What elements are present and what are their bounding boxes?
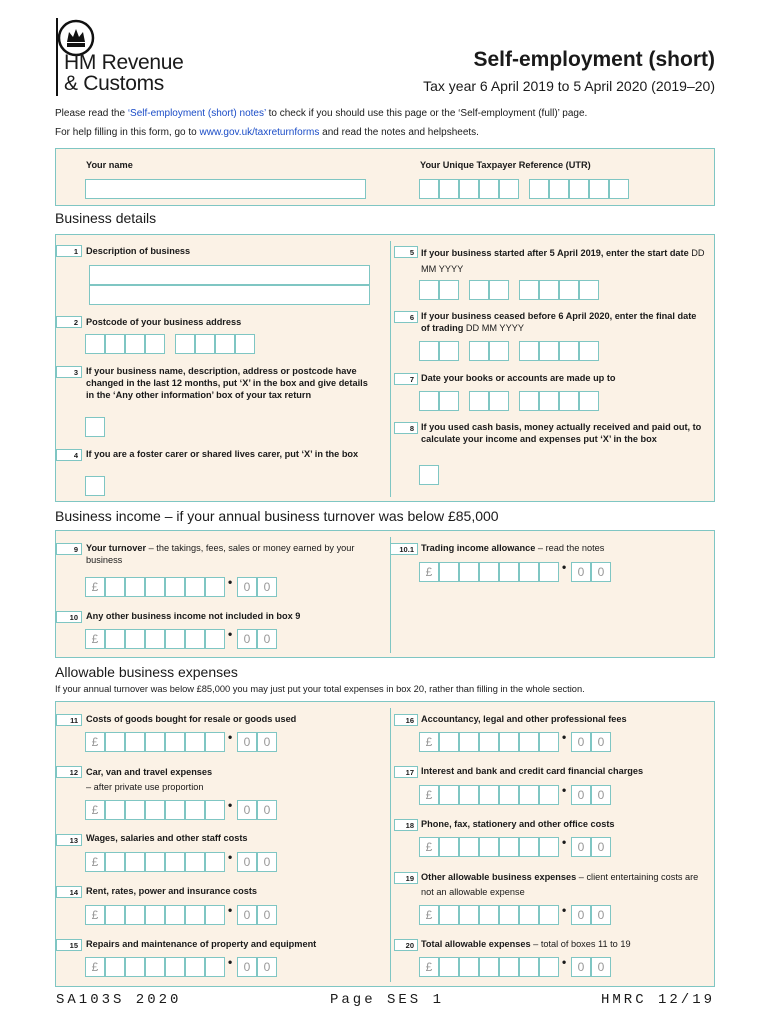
business-income-panel: [55, 530, 715, 658]
page-title: Self-employment (short): [473, 48, 715, 71]
money-digit[interactable]: [439, 562, 459, 582]
utr-digit[interactable]: [529, 179, 549, 199]
box-17-number: 17: [394, 766, 418, 778]
money-digit[interactable]: [539, 732, 559, 752]
money-digit[interactable]: [519, 837, 539, 857]
end-date-digit[interactable]: [469, 341, 489, 361]
money-digit[interactable]: [539, 785, 559, 805]
end-date-digit[interactable]: [419, 341, 439, 361]
pence-zero: 0: [591, 562, 611, 582]
start-date-digit[interactable]: [439, 280, 459, 300]
box-11-label: Costs of goods bought for resale or goods used: [86, 714, 297, 724]
pound-sign-box[interactable]: £: [85, 732, 105, 752]
box-3-number: 3: [56, 366, 82, 378]
org-line-2: & Customs: [64, 72, 164, 95]
money-digit[interactable]: [479, 785, 499, 805]
utr-digit[interactable]: [609, 179, 629, 199]
money-digit[interactable]: [479, 957, 499, 977]
end-date-digit[interactable]: [519, 341, 539, 361]
box-6-label: If your business ceased before 6 April 2020, enter the final date of trading DD MM YYYY: [421, 311, 697, 333]
money-digit[interactable]: [205, 905, 225, 925]
money-digit[interactable]: [145, 800, 165, 820]
money-digit[interactable]: [165, 957, 185, 977]
money-digit[interactable]: [205, 800, 225, 820]
money-digit[interactable]: [125, 905, 145, 925]
box-3-label: If your business name, description, address or postcode have changed in the last 12 months, put ‘X’ in the box and give details in the ‘Any other information’ box of your tax return: [86, 366, 368, 400]
money-digit[interactable]: [519, 785, 539, 805]
box-10-1-number: 10.1: [390, 543, 418, 555]
pence-zero: 0: [237, 800, 257, 820]
postcode-digit[interactable]: [175, 334, 195, 354]
notes-link[interactable]: ‘Self-employment (short) notes’: [127, 108, 266, 119]
postcode-digit[interactable]: [195, 334, 215, 354]
box-8-number: 8: [394, 422, 418, 434]
end-date-digit[interactable]: [579, 341, 599, 361]
money-digit[interactable]: [125, 629, 145, 649]
money-digit[interactable]: [165, 852, 185, 872]
form-code: SA103S 2020: [56, 992, 182, 1008]
decimal-point: •: [228, 850, 233, 864]
money-digit[interactable]: [125, 852, 145, 872]
box-19-label: Other allowable business expenses – client entertaining costs are not an allowable expense: [421, 872, 699, 897]
allowable-expenses-panel: [55, 701, 715, 987]
money-digit[interactable]: [185, 732, 205, 752]
money-digit[interactable]: [439, 957, 459, 977]
box-13-label: Wages, salaries and other staff costs: [86, 833, 248, 843]
pence-zero: 0: [237, 629, 257, 649]
pence-zero: 0: [237, 905, 257, 925]
money-digit[interactable]: [499, 785, 519, 805]
money-digit[interactable]: [185, 629, 205, 649]
box-14-label: Rent, rates, power and insurance costs: [86, 886, 258, 896]
decimal-point: •: [228, 575, 233, 589]
name-field[interactable]: [85, 179, 366, 199]
start-date-digit[interactable]: [519, 280, 539, 300]
end-date-digit[interactable]: [539, 341, 559, 361]
pound-sign-box[interactable]: £: [85, 629, 105, 649]
description-line-1[interactable]: [89, 265, 370, 285]
money-digit[interactable]: [165, 629, 185, 649]
money-digit[interactable]: [105, 852, 125, 872]
pence-zero: 0: [571, 785, 591, 805]
decimal-point: •: [228, 903, 233, 917]
pence-zero: 0: [571, 562, 591, 582]
pence-zero: 0: [571, 837, 591, 857]
box-20-label: Total allowable expenses – total of boxes 11 to 19: [421, 939, 631, 949]
box-2-label: Postcode of your business address: [86, 317, 242, 327]
pound-sign-box[interactable]: £: [419, 837, 439, 857]
pound-sign-box[interactable]: £: [85, 905, 105, 925]
intro-text: and read the notes and helpsheets.: [319, 127, 479, 138]
money-digit[interactable]: [205, 852, 225, 872]
pence-zero: 0: [257, 629, 277, 649]
org-line-1: HM Revenue: [64, 51, 184, 74]
postcode-digit[interactable]: [215, 334, 235, 354]
decimal-point: •: [562, 560, 567, 574]
money-digit[interactable]: [145, 577, 165, 597]
accounts-date-digit[interactable]: [469, 391, 489, 411]
business-income-heading: Business income – if your annual business turnover was below £85,000: [55, 508, 499, 524]
intro-line-1: [55, 108, 587, 119]
money-digit[interactable]: [519, 957, 539, 977]
hmrc-version: HMRC 12/19: [600, 992, 715, 1008]
pence-zero: 0: [237, 852, 257, 872]
money-digit[interactable]: [479, 837, 499, 857]
hmrc-logo-text: [64, 52, 184, 94]
decimal-point: •: [562, 903, 567, 917]
decimal-point: •: [228, 798, 233, 812]
utr-label: Your Unique Taxpayer Reference (UTR): [420, 160, 591, 170]
pence-zero: 0: [257, 905, 277, 925]
box-15-label: Repairs and maintenance of property and equipment: [86, 939, 317, 949]
utr-digit[interactable]: [569, 179, 589, 199]
money-digit[interactable]: [185, 800, 205, 820]
box-4-label: If you are a foster carer or shared lives carer, put ‘X’ in the box: [86, 449, 359, 459]
money-digit[interactable]: [439, 905, 459, 925]
box-18-number: 18: [394, 819, 418, 831]
box-13-number: 13: [56, 834, 82, 846]
accounts-date-digit[interactable]: [519, 391, 539, 411]
pence-zero: 0: [237, 732, 257, 752]
money-digit[interactable]: [479, 905, 499, 925]
box-8-checkbox[interactable]: [419, 465, 439, 485]
money-digit[interactable]: [185, 577, 205, 597]
pence-zero: 0: [591, 732, 611, 752]
money-digit[interactable]: [499, 837, 519, 857]
money-digit[interactable]: [539, 905, 559, 925]
pence-zero: 0: [237, 957, 257, 977]
start-date-digit[interactable]: [489, 280, 509, 300]
end-date-digit[interactable]: [439, 341, 459, 361]
pound-sign-box[interactable]: £: [419, 732, 439, 752]
start-date-digit[interactable]: [539, 280, 559, 300]
money-digit[interactable]: [479, 732, 499, 752]
money-digit[interactable]: [519, 732, 539, 752]
pence-zero: 0: [591, 957, 611, 977]
money-digit[interactable]: [205, 732, 225, 752]
money-digit[interactable]: [519, 562, 539, 582]
money-digit[interactable]: [499, 562, 519, 582]
money-digit[interactable]: [519, 905, 539, 925]
money-digit[interactable]: [499, 957, 519, 977]
utr-digit[interactable]: [459, 179, 479, 199]
pound-sign-box[interactable]: £: [85, 957, 105, 977]
decimal-point: •: [228, 730, 233, 744]
money-digit[interactable]: [499, 732, 519, 752]
money-digit[interactable]: [125, 732, 145, 752]
money-digit[interactable]: [459, 562, 479, 582]
business-details-heading: Business details: [55, 210, 157, 226]
money-digit[interactable]: [499, 905, 519, 925]
money-digit[interactable]: [459, 957, 479, 977]
description-line-2[interactable]: [89, 285, 370, 305]
allowable-expenses-heading: Allowable business expenses: [55, 664, 238, 680]
box-7-label: Date your books or accounts are made up to: [421, 373, 616, 383]
expenses-intro: If your annual turnover was below £85,000 you may just put your total expenses in box 20, rather than filling in the whole section.: [55, 684, 585, 694]
money-digit[interactable]: [539, 957, 559, 977]
money-digit[interactable]: [439, 837, 459, 857]
pence-zero: 0: [591, 905, 611, 925]
money-digit[interactable]: [105, 577, 125, 597]
pound-sign-box[interactable]: £: [419, 562, 439, 582]
money-digit[interactable]: [459, 732, 479, 752]
box-10-1-label: Trading income allowance – read the notes: [421, 543, 605, 553]
box-20-number: 20: [394, 939, 418, 951]
money-digit[interactable]: [145, 905, 165, 925]
money-digit[interactable]: [459, 785, 479, 805]
box-7-number: 7: [394, 373, 418, 385]
money-digit[interactable]: [125, 800, 145, 820]
box-8-label: If you used cash basis, money actually received and paid out, to calculate your income and expenses put ‘X’ in the box: [421, 422, 702, 444]
accounts-date-digit[interactable]: [539, 391, 559, 411]
utr-digit[interactable]: [479, 179, 499, 199]
start-date-digit[interactable]: [559, 280, 579, 300]
pence-zero: 0: [257, 577, 277, 597]
start-date-digit[interactable]: [469, 280, 489, 300]
money-digit[interactable]: [165, 732, 185, 752]
decimal-point: •: [228, 955, 233, 969]
tax-year: Tax year 6 April 2019 to 5 April 2020 (2019–20): [423, 78, 715, 94]
money-digit[interactable]: [185, 852, 205, 872]
pound-sign-box[interactable]: £: [85, 800, 105, 820]
pence-zero: 0: [257, 732, 277, 752]
pence-zero: 0: [237, 577, 257, 597]
money-digit[interactable]: [105, 957, 125, 977]
pound-sign-box[interactable]: £: [85, 852, 105, 872]
money-digit[interactable]: [185, 957, 205, 977]
postcode-digit[interactable]: [105, 334, 125, 354]
money-digit[interactable]: [205, 577, 225, 597]
money-digit[interactable]: [439, 785, 459, 805]
money-digit[interactable]: [165, 800, 185, 820]
postcode-digit[interactable]: [145, 334, 165, 354]
pence-zero: 0: [571, 957, 591, 977]
box-10-number: 10: [56, 611, 82, 623]
money-digit[interactable]: [145, 732, 165, 752]
box-10-label: Any other business income not included in box 9: [86, 611, 301, 621]
money-digit[interactable]: [539, 837, 559, 857]
end-date-digit[interactable]: [559, 341, 579, 361]
money-digit[interactable]: [105, 800, 125, 820]
start-date-digit[interactable]: [579, 280, 599, 300]
money-digit[interactable]: [105, 629, 125, 649]
money-digit[interactable]: [145, 852, 165, 872]
utr-digit[interactable]: [419, 179, 439, 199]
decimal-point: •: [562, 835, 567, 849]
gov-link[interactable]: www.gov.uk/taxreturnforms: [199, 127, 320, 138]
accounts-date-digit[interactable]: [559, 391, 579, 411]
column-divider: [390, 708, 391, 982]
pence-zero: 0: [257, 957, 277, 977]
box-11-number: 11: [56, 714, 82, 726]
start-date-digit[interactable]: [419, 280, 439, 300]
money-digit[interactable]: [539, 562, 559, 582]
business-details-panel: [55, 234, 715, 502]
postcode-digit[interactable]: [85, 334, 105, 354]
money-digit[interactable]: [105, 905, 125, 925]
pound-sign-box[interactable]: £: [419, 905, 439, 925]
pound-sign-box[interactable]: £: [419, 957, 439, 977]
accounts-date-digit[interactable]: [489, 391, 509, 411]
pound-sign-box[interactable]: £: [85, 577, 105, 597]
utr-digit[interactable]: [499, 179, 519, 199]
box-17-label: Interest and bank and credit card financial charges: [421, 766, 644, 776]
box-18-label: Phone, fax, stationery and other office costs: [421, 819, 615, 829]
name-label: Your name: [86, 160, 133, 170]
accounts-date-digit[interactable]: [579, 391, 599, 411]
money-digit[interactable]: [439, 732, 459, 752]
box-6-number: 6: [394, 311, 418, 323]
utr-digit[interactable]: [589, 179, 609, 199]
pence-zero: 0: [591, 785, 611, 805]
intro-text: to check if you should use this page or the ‘Self-employment (full)’ page.: [265, 108, 588, 119]
pence-zero: 0: [571, 905, 591, 925]
money-digit[interactable]: [479, 562, 499, 582]
accounts-date-digit[interactable]: [419, 391, 439, 411]
box-1-number: 1: [56, 245, 82, 257]
money-digit[interactable]: [165, 577, 185, 597]
box-9-number: 9: [56, 543, 82, 555]
box-4-checkbox[interactable]: [85, 476, 105, 496]
pound-sign-box[interactable]: £: [419, 785, 439, 805]
box-14-number: 14: [56, 886, 82, 898]
box-16-label: Accountancy, legal and other professional fees: [421, 714, 627, 724]
postcode-digit[interactable]: [125, 334, 145, 354]
intro-text: For help filling in this form, go to: [55, 127, 200, 138]
box-4-number: 4: [56, 449, 82, 461]
box-2-number: 2: [56, 316, 82, 328]
money-digit[interactable]: [205, 629, 225, 649]
money-digit[interactable]: [459, 905, 479, 925]
pence-zero: 0: [257, 852, 277, 872]
pence-zero: 0: [571, 732, 591, 752]
box-12-label: Car, van and travel expenses – after private use proportion: [86, 767, 213, 792]
box-19-number: 19: [394, 872, 418, 884]
decimal-point: •: [562, 730, 567, 744]
money-digit[interactable]: [459, 837, 479, 857]
box-3-checkbox[interactable]: [85, 417, 105, 437]
money-digit[interactable]: [105, 732, 125, 752]
money-digit[interactable]: [125, 577, 145, 597]
box-15-number: 15: [56, 939, 82, 951]
money-digit[interactable]: [125, 957, 145, 977]
decimal-point: •: [562, 955, 567, 969]
box-1-label: Description of business: [86, 246, 191, 256]
box-9-label: Your turnover – the takings, fees, sales or money earned by your business: [86, 543, 355, 565]
box-5-label: If your business started after 5 April 2019, enter the start date DD MM YYYY: [421, 248, 705, 274]
money-digit[interactable]: [205, 957, 225, 977]
end-date-digit[interactable]: [489, 341, 509, 361]
box-12-number: 12: [56, 766, 82, 778]
money-digit[interactable]: [145, 629, 165, 649]
intro-text: Please read the: [55, 108, 128, 119]
accounts-date-digit[interactable]: [439, 391, 459, 411]
intro-line-2: [55, 127, 479, 138]
utr-digit[interactable]: [549, 179, 569, 199]
decimal-point: •: [228, 627, 233, 641]
postcode-digit[interactable]: [235, 334, 255, 354]
date-hint: DD MM YYYY: [421, 248, 705, 274]
pence-zero: 0: [591, 837, 611, 857]
date-hint: DD MM YYYY: [465, 323, 524, 333]
personal-panel: [55, 148, 715, 206]
money-digit[interactable]: [145, 957, 165, 977]
box-16-number: 16: [394, 714, 418, 726]
money-digit[interactable]: [185, 905, 205, 925]
box-5-number: 5: [394, 246, 418, 258]
decimal-point: •: [562, 783, 567, 797]
utr-digit[interactable]: [439, 179, 459, 199]
pence-zero: 0: [257, 800, 277, 820]
column-divider: [390, 241, 391, 497]
page-number: Page SES 1: [330, 992, 445, 1008]
money-digit[interactable]: [165, 905, 185, 925]
